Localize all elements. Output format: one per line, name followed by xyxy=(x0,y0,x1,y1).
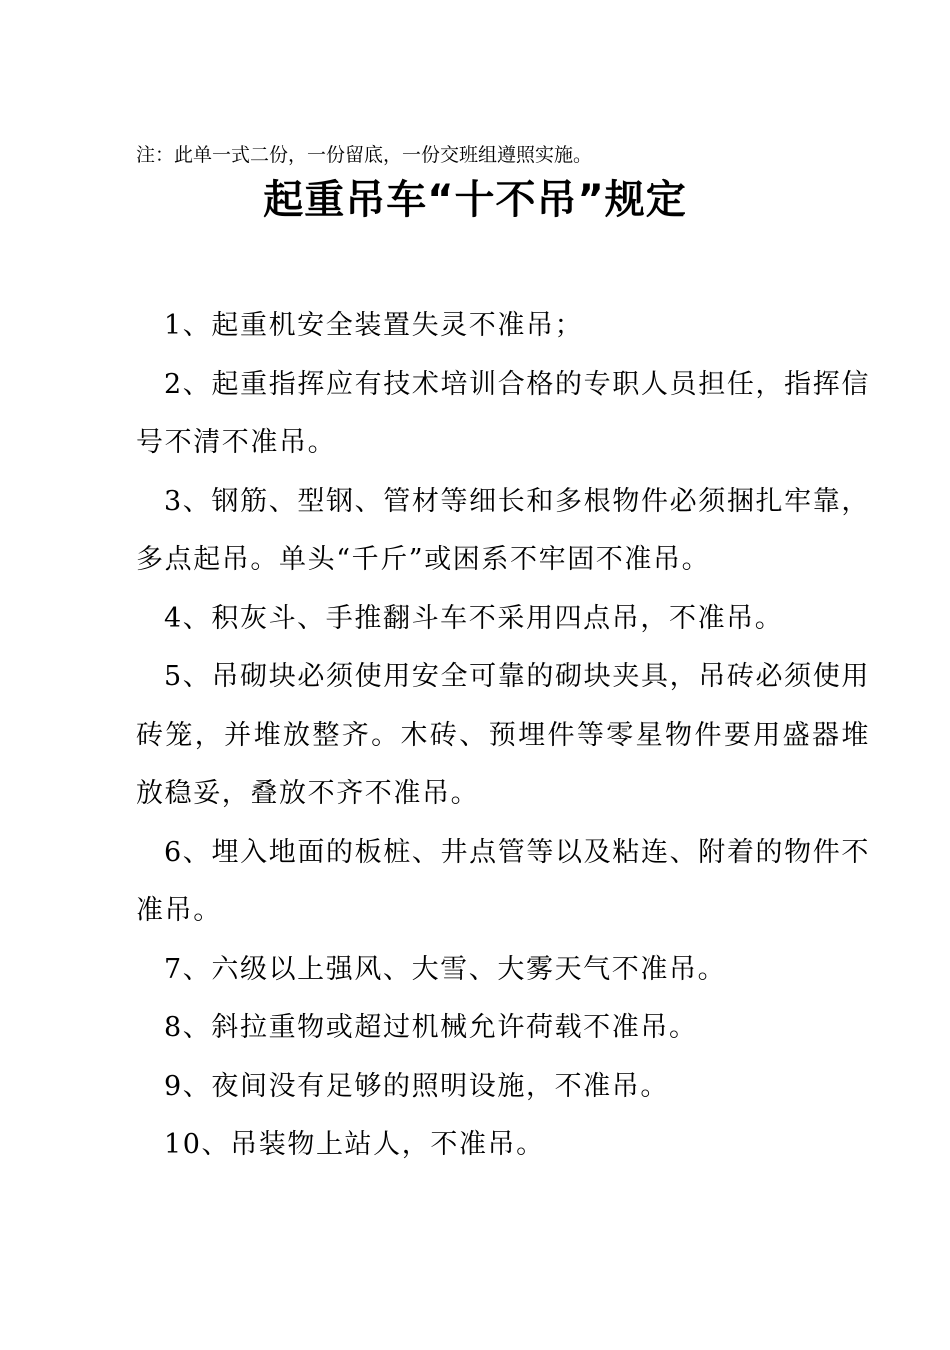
copy-note: 注：此单一式二份，一份留底，一份交班组遵照实施。 xyxy=(136,144,593,166)
rule-item: 5、吊砌块必须使用安全可靠的砌块夹具，吊砖必须使用砖笼，并堆放整齐。木砖、预埋件等零星物件要用盛器堆放稳妥，叠放不齐不准吊。 xyxy=(136,661,870,809)
page-title: 起重吊车“十不吊”规定 xyxy=(263,177,687,223)
rule-item: 9、夜间没有足够的照明设施，不准吊。 xyxy=(164,1070,669,1102)
rule-item: 7、六级以上强风、大雪、大雾天气不准吊。 xyxy=(164,953,727,985)
rules-list xyxy=(136,297,870,1175)
rule-item: 4、积灰斗、手推翻斗车不采用四点吊，不准吊。 xyxy=(164,602,784,634)
rule-item: 10、吊装物上站人，不准吊。 xyxy=(164,1129,545,1160)
rule-item: 8、斜拉重物或超过机械允许荷载不准吊。 xyxy=(164,1012,698,1043)
rule-item: 1、起重机安全装置失灵不准吊； xyxy=(164,310,584,341)
rule-item: 6、埋入地面的板桩、井点管等以及粘连、附着的物件不准吊。 xyxy=(136,836,870,926)
rule-item: 3、钢筋、型钢、管材等细长和多根物件必须捆扎牢靠，多点起吊。单头“千斤”或困系不牢固不准吊。 xyxy=(136,485,870,575)
rule-item: 2、起重指挥应有技术培训合格的专职人员担任，指挥信号不清不准吊。 xyxy=(136,368,870,458)
